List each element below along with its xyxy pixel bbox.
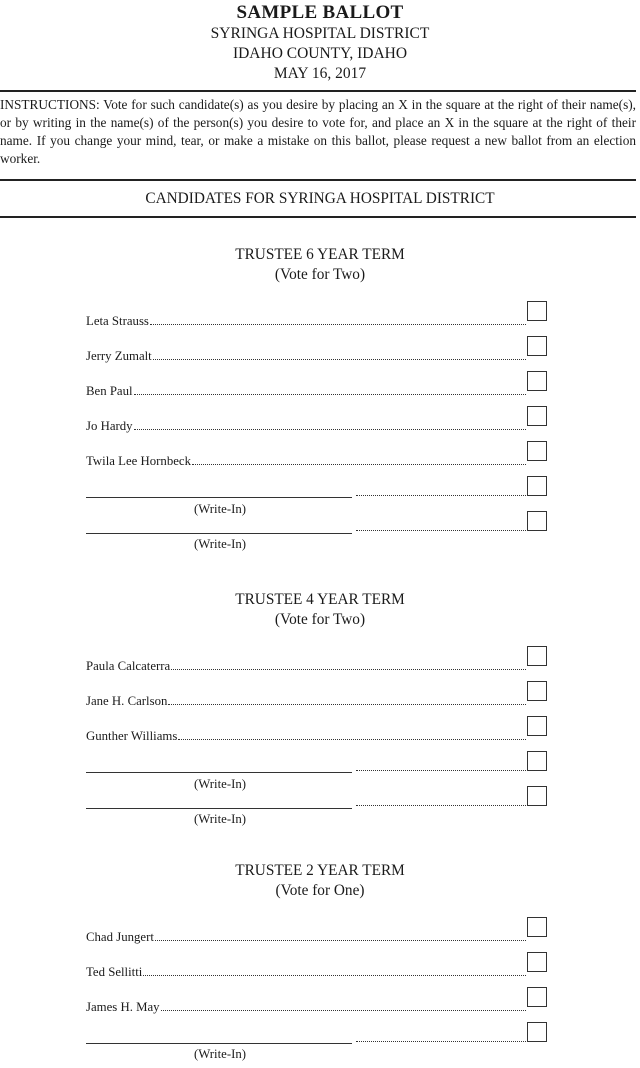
candidate-row (86, 343, 526, 363)
candidate-row (86, 688, 526, 708)
candidate-name: Twila Lee Hornbeck (86, 454, 191, 468)
dot-leader (134, 429, 526, 430)
section-title-2yr: TRUSTEE 2 YEAR TERM (235, 862, 405, 879)
district-name: SYRINGA HOSPITAL DISTRICT (210, 25, 430, 42)
write-in-label: (Write-In) (193, 502, 247, 516)
section-title-6yr: TRUSTEE 6 YEAR TERM (235, 246, 405, 263)
vote-checkbox[interactable] (527, 511, 547, 531)
vote-checkbox[interactable] (527, 681, 547, 701)
vote-checkbox[interactable] (527, 786, 547, 806)
write-in-line[interactable] (86, 1043, 352, 1044)
dot-leader (168, 704, 526, 705)
candidate-name: Leta Strauss (86, 314, 149, 328)
write-in-line[interactable] (86, 808, 352, 809)
dot-leader (178, 739, 526, 740)
vote-checkbox[interactable] (527, 406, 547, 426)
dot-leader (161, 1010, 526, 1011)
vote-checkbox[interactable] (527, 716, 547, 736)
dot-leader (356, 530, 526, 531)
candidate-row (86, 723, 526, 743)
write-in-label: (Write-In) (193, 1047, 247, 1061)
candidate-row (86, 308, 526, 328)
vote-checkbox[interactable] (527, 476, 547, 496)
vote-for-2yr: (Vote for One) (275, 882, 365, 899)
dot-leader (150, 324, 526, 325)
candidate-row (86, 994, 526, 1014)
candidate-row (86, 924, 526, 944)
instructions-text: INSTRUCTIONS: Vote for such candidate(s) as you desire by placing an X in the square at the right of their name(s), or by writing in the name(s) of the person(s) you desire to vote for, and place an X in the square at the right of their name. If you change your mind, tear, or make a mistake on this ballot, please request a new ballot from an election worker. (0, 97, 636, 166)
header-divider (0, 90, 636, 92)
vote-for-6yr: (Vote for Two) (274, 266, 366, 283)
candidate-name: Ben Paul (86, 384, 133, 398)
candidate-name: Jo Hardy (86, 419, 133, 433)
candidate-name: Ted Sellitti (86, 965, 143, 979)
candidate-row (86, 448, 526, 468)
dot-leader (356, 1041, 526, 1042)
candidate-name: Jane H. Carlson (86, 694, 168, 708)
dot-leader (153, 359, 526, 360)
write-in-label: (Write-In) (193, 812, 247, 826)
candidate-row (86, 378, 526, 398)
vote-for-4yr: (Vote for Two) (274, 611, 366, 628)
vote-checkbox[interactable] (527, 1022, 547, 1042)
vote-checkbox[interactable] (527, 917, 547, 937)
write-in-label: (Write-In) (193, 777, 247, 791)
candidates-divider (0, 216, 636, 218)
dot-leader (356, 805, 526, 806)
vote-checkbox[interactable] (527, 751, 547, 771)
dot-leader (171, 669, 526, 670)
vote-checkbox[interactable] (527, 987, 547, 1007)
candidates-heading: CANDIDATES FOR SYRINGA HOSPITAL DISTRICT (145, 190, 495, 207)
candidate-name: James H. May (86, 1000, 160, 1014)
vote-checkbox[interactable] (527, 952, 547, 972)
vote-checkbox[interactable] (527, 371, 547, 391)
county-name: IDAHO COUNTY, IDAHO (232, 45, 408, 62)
dot-leader (143, 975, 526, 976)
candidate-row (86, 959, 526, 979)
dot-leader (155, 940, 526, 941)
vote-checkbox[interactable] (527, 441, 547, 461)
dot-leader (192, 464, 526, 465)
write-in-line[interactable] (86, 772, 352, 773)
vote-checkbox[interactable] (527, 336, 547, 356)
ballot-title: SAMPLE BALLOT (236, 2, 404, 23)
write-in-line[interactable] (86, 497, 352, 498)
election-date: MAY 16, 2017 (273, 65, 367, 82)
vote-checkbox[interactable] (527, 646, 547, 666)
candidate-name: Paula Calcaterra (86, 659, 171, 673)
dot-leader (356, 495, 526, 496)
candidate-row (86, 653, 526, 673)
dot-leader (134, 394, 526, 395)
instructions-divider (0, 179, 636, 181)
vote-checkbox[interactable] (527, 301, 547, 321)
section-title-4yr: TRUSTEE 4 YEAR TERM (235, 591, 405, 608)
write-in-line[interactable] (86, 533, 352, 534)
candidate-name: Gunther Williams (86, 729, 178, 743)
dot-leader (356, 770, 526, 771)
candidate-name: Chad Jungert (86, 930, 154, 944)
candidate-name: Jerry Zumalt (86, 349, 152, 363)
write-in-label: (Write-In) (193, 537, 247, 551)
candidate-row (86, 413, 526, 433)
